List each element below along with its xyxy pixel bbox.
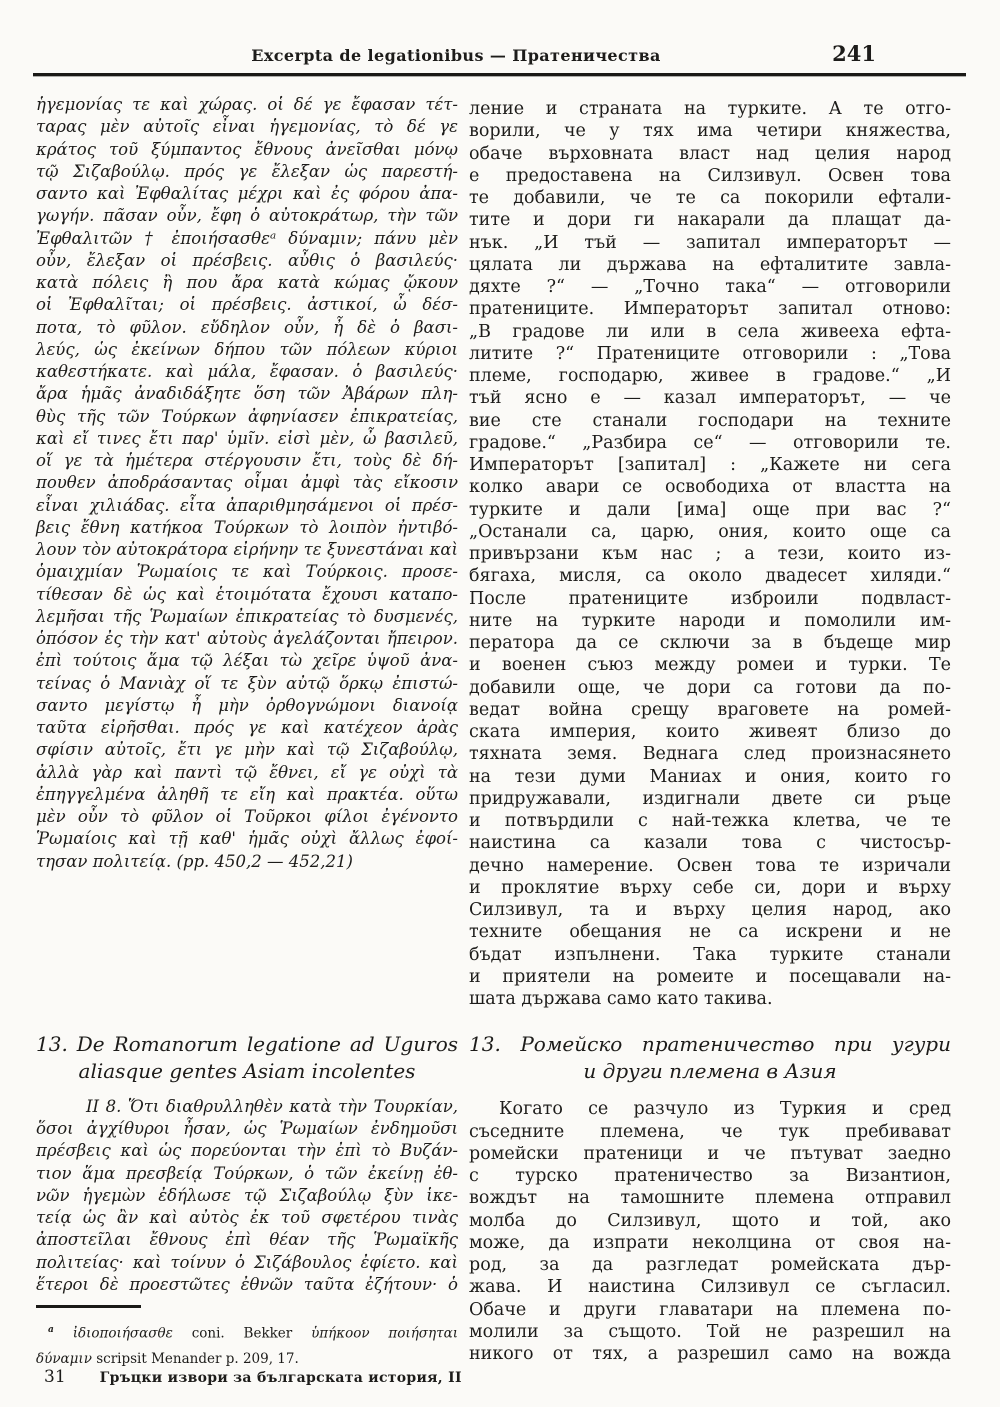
text-line: οἱ Ἐφθαλῖται; οἱ πρέσβεις. ἀστικοί, ὦ δέσ-: [36, 295, 458, 315]
bulgarian-paragraph-2: [469, 1098, 951, 1365]
text-line: бягаха, мисля, са около двадесет хиляди.“: [469, 566, 951, 587]
text-line: ἕτεροι δὲ προεστῶτες ἐθνῶν ταῦτα ἐζήτουν· ὁ: [36, 1274, 458, 1294]
section-heading-latin-line-1: 13. De Romanorum legatione ad Uguros: [36, 1031, 458, 1056]
greek-paragraph-1: [36, 94, 458, 873]
text-line: ἀλλὰ γὰρ καὶ παντὶ τῷ ἔθνει, εἴ γε οὐχὶ τὰ: [36, 762, 458, 782]
text-line: жава. И наистина Силзивул се съгласил.: [469, 1277, 951, 1298]
footer-series-title: Гръцки извори за българската история, II: [99, 1370, 462, 1386]
text-line: тъй ясно е — казал императорът, — че: [469, 388, 951, 409]
text-line: род, за да разгледат ромейската дър-: [469, 1255, 951, 1275]
text-line: литите ?“ Пратениците отговорили : „Това: [469, 343, 951, 364]
text-line: придружавали, издигнали двете си ръце: [469, 788, 951, 809]
text-line: „В градове ли или в села живееха ефта-: [469, 321, 951, 342]
text-line: ператора да се сключи за в бъдеще мир: [469, 633, 951, 653]
text-line: е предоставена на Силзивул. Освен това: [469, 165, 951, 186]
page-number: 241: [832, 41, 876, 66]
text-line: вие сте станали господари на техните: [469, 410, 951, 431]
text-line: ἀποστεῖλαι ἔθνους ἐπὶ θέαν τῆς Ῥωμαϊκῆς: [36, 1230, 458, 1250]
section-heading-bulgarian-line-1: 13. Ромейско пратеничество при угури: [469, 1032, 951, 1057]
footer-signature-number: 31: [44, 1367, 66, 1387]
text-line: и военен съюз между ромеи и турки. Те: [469, 655, 951, 676]
text-line: ните на турките народи и помолили им-: [469, 610, 951, 631]
text-line: Ἐφθαλιτῶν † ἐποιήσασθεᵃ δύναμιν; πάνυ μὲν: [36, 228, 458, 248]
text-line: ὁπόσον ἐς τὴν κατ' αὐτοὺς ἀγελάζονται ἤπειρον.: [36, 629, 458, 648]
text-line: καὶ εἴ τινες ἔτι παρ' ὑμῖν. εἰσὶ μὲν, ὦ βασιλεῦ,: [36, 428, 458, 448]
text-line: II 8. Ὅτι διαθρυλληθὲν κατὰ τὴν Τουρκίαν,: [86, 1096, 458, 1116]
text-line: тяхната земя. Веднага след произнасянето: [469, 744, 951, 765]
text-line: ἡγεμονίας τε καὶ χώρας. οἱ δέ γε ἔφασαν τέτ-: [36, 95, 458, 114]
footnote-line: $^a$ ἰδιοποιήσασθε coni. Bekker ὑπήκοον ποιήσηται: [48, 1325, 458, 1342]
text-line: θὺς τῆς τῶν Τούρκων ἀφηνίασεν ἐπικρατείας,: [36, 406, 458, 426]
text-line: Силзивул, та и върху целия народ, ако: [469, 900, 951, 920]
text-line: После пратениците изброили подвласт-: [469, 588, 951, 609]
text-line: πρέσβεις καὶ ὡς πορεύονται τὴν ἐπὶ τὸ Βυζάν-: [36, 1141, 458, 1161]
text-line: ворили, че у тях има четири княжества,: [469, 121, 951, 142]
text-line: шата държава само като такива.: [469, 989, 773, 1009]
text-line: Ῥωμαίοις καὶ τῇ καθ' ἡμᾶς οὐχὶ ἄλλως ἐφοί-: [36, 829, 458, 849]
text-line: γωγήν. πᾶσαν οὖν, ἔφη ὁ αὐτοκράτωρ, τὴν τῶν: [36, 206, 458, 226]
text-line: τιον ἅμα πρεσβείᾳ Τούρκων, ὁ τῶν ἐκείνῃ ἐθ-: [36, 1163, 458, 1183]
text-line: ведат война срещу враговете на ромей-: [469, 699, 951, 720]
text-line: може, да изпрати неколцина от своя на-: [469, 1232, 951, 1253]
bulgarian-column: [469, 98, 951, 1365]
text-line: τῷ Σιζαβούλῳ. πρός γε ἔλεξαν ὡς παρεστή-: [36, 161, 458, 181]
running-title: Excerpta de legationibus — Пратеничества: [251, 46, 661, 65]
text-line: колко авари се освободиха от властта на: [469, 477, 951, 498]
header-rule: [33, 73, 966, 76]
text-line: ὅσοι ἀγχίθυροι ἦσαν, ὡς Ῥωμαίων ἐνδημοῦσι: [36, 1119, 458, 1138]
text-line: σαντο μεγίστῳ ἦ μὴν ὀρθογνώμονι διανοίᾳ: [36, 695, 458, 715]
text-line: цялата ли държава на ефталитите завла-: [469, 254, 951, 275]
text-line: κράτος τοῦ ξύμπαντος ἔθνους ἀνεῖσθαι μόνῳ: [36, 139, 458, 159]
text-line: Императорът [запитал] : „Кажете ни сега: [469, 455, 951, 475]
text-line: Когато се разчуло из Туркия и сред: [499, 1099, 951, 1120]
text-line: ἐπηγγελμένα ἀληθῆ τε εἴη καὶ πρακτέα. οὕτω: [36, 784, 458, 804]
text-line: λουν τὸν αὐτοκράτορα εἰρήνην τε ξυνεστάναι καὶ: [36, 540, 458, 559]
footnote-rule: [36, 1305, 141, 1308]
text-line: наистина са казали това с чистосър-: [469, 833, 951, 854]
text-line: τίθεσαν δὲ ὡς καὶ ἑτοιμότατα ἔχουσι καταπο-: [36, 584, 458, 604]
text-line: πουθεν ἀποδράσαντας οἶμαι ἀμφὶ τὰς εἴκοσιν: [36, 473, 458, 493]
text-line: и потвърдили с най-тежка клетва, че те: [469, 811, 951, 831]
text-line: οἵ γε τὰ ἡμέτερα στέργουσιν ἔτι, τοὺς δὲ δή-: [36, 451, 458, 470]
greek-paragraph-2: [36, 1096, 458, 1296]
text-line: племе, господарю, живее в градове.“ „И: [469, 366, 951, 386]
text-line: βεις ἔθνη κατήκοα Τούρκων τὸ λοιπὸν ἠντιβό-: [36, 517, 458, 537]
section-heading-latin-line-2: aliasque gentes Asiam incolentes: [78, 1058, 416, 1083]
text-line: τείνας ὁ Μανιὰχ οἵ τε ξὺν αὐτῷ ὅρκῳ ἐπιστώ-: [36, 673, 458, 693]
text-line: ление и страната на турките. А те отго-: [469, 99, 951, 119]
text-line: дяхте ?“ — „Точно така“ — отговорили: [469, 277, 951, 297]
text-line: те добавили, че те са покорили ефтали-: [469, 188, 951, 208]
text-line: молба до Силзивул, щото и той, ако: [469, 1210, 951, 1231]
text-line: καθεστήκατε. καὶ μάλα, ἔφασαν. ὁ βασιλεύς·: [36, 362, 458, 381]
text-line: добавили още, че дори са готови да по-: [469, 677, 951, 698]
text-line: бъдат изпълнени. Така турките станали: [469, 944, 951, 965]
footnote-line: δύναμιν scripsit Menander p. 209, 17.: [36, 1350, 299, 1367]
greek-column: [36, 94, 458, 1372]
text-line: тите и дори ги накарали да плащат да-: [469, 210, 951, 231]
text-line: ταῦτα εἰρῆσθαι. πρός γε καὶ κατέχεον ἀρὰς: [36, 718, 458, 737]
text-line: привързани към нас ; а тези, които из-: [469, 544, 951, 564]
text-line: на тези думи Маниах и ония, които го: [469, 766, 951, 787]
text-line: с турско пратеничество за Византион,: [469, 1166, 951, 1186]
text-line: κατὰ πόλεις ἢ που ἄρα κατὰ κώμας ᾤκουν: [36, 273, 458, 292]
text-line: и приятели на ромеите и посещавали на-: [469, 966, 951, 987]
text-line: σαντο καὶ Ἐφθαλίτας μέχρι καὶ ἐς φόρου ἀπα-: [36, 184, 458, 203]
bulgarian-paragraph-1: [469, 98, 951, 1010]
text-line: вождът на тамошните племена отправил: [469, 1188, 951, 1209]
text-line: дечно намерение. Освен това те изричали: [469, 855, 951, 876]
text-line: εἶναι χιλιάδας. εἶτα ἀπαριθμησάμενοι οἱ πρέσ-: [36, 495, 458, 515]
text-line: Обаче и други главатари на племена по-: [469, 1299, 951, 1320]
text-line: съседните племена, че тук пребивават: [469, 1121, 951, 1142]
text-line: νῶν ἡγεμὼν ἐδήλωσε τῷ Σιζαβούλῳ ξὺν ἱκε-: [36, 1185, 458, 1205]
text-line: ποτα, τὸ φῦλον. εὔδηλον οὖν, ἦ δὲ ὁ βασι-: [36, 317, 458, 337]
text-line: λεύς, ὡς ἐκείνων δήπου τῶν πόλεων κύριοι: [36, 339, 458, 359]
text-line: и проклятие върху себе си, дори и върху: [469, 877, 951, 898]
text-line: οὖν, ἔλεξαν οἱ πρέσβεις. αὖθις ὁ βασιλεύς·: [36, 250, 458, 270]
section-heading-bulgarian: [469, 1031, 951, 1085]
text-line: ταρας μὲν αὐτοῖς εἶναι ἡγεμονίας, τὸ δέ γε: [36, 117, 458, 137]
text-line: λεμῆσαι τῆς Ῥωμαίων ἐπικρατείας τὸ δυσμενές,: [36, 606, 458, 626]
text-line: градове.“ „Разбира се“ — отговорили те.: [469, 432, 951, 453]
text-line: ἐπὶ τούτοις ἅμα τῷ λέξαι τὼ χεῖρε ὑψοῦ ἀνα-: [36, 651, 458, 671]
footer: [44, 1367, 644, 1387]
text-line: молили за същото. Той не разрешил на: [469, 1321, 951, 1342]
text-line: μὲν οὖν τὸ φῦλον οἱ Τοῦρκοι φίλοι ἐγένοντο: [36, 807, 458, 826]
section-heading-bulgarian-line-2: и други племена в Азия: [583, 1059, 837, 1084]
text-line: ἄρα ἡμᾶς ἀναδιδάξητε ὅση τῶν Ἀβάρων πλη-: [36, 384, 458, 404]
text-line: ромейски пратеници и че пътуват заедно: [469, 1143, 951, 1164]
text-line: обаче върховната власт над целия народ: [469, 143, 951, 164]
text-line: пратениците. Императорът запитал отново:: [469, 299, 951, 320]
text-line: ὁμαιχμίαν Ῥωμαίοις τε καὶ Τούρκοις. προσε-: [36, 562, 458, 582]
section-heading-latin: [36, 1031, 458, 1085]
footnote: [36, 1318, 458, 1372]
text-line: τησαν πολιτείᾳ. (pp. 450,2 — 452,21): [36, 851, 353, 871]
text-line: техните обещания не са искрени и не: [469, 922, 951, 943]
text-line: турките и дали [има] още при вас ?“: [469, 499, 951, 520]
text-line: τείᾳ ὡς ἂν καὶ αὐτὸς ἐκ τοῦ σφετέρου τινὰς: [36, 1208, 458, 1227]
text-line: ската империя, които живеят близо до: [469, 722, 951, 742]
text-line: πολιτείας· καὶ τοίνυν ὁ Σιζάβουλος ἐφίετο. καὶ: [36, 1252, 458, 1272]
text-line: никого от тях, а разрешил само на вожда: [469, 1344, 951, 1364]
text-line: „Останали са, царю, ония, които още са: [469, 521, 951, 542]
text-line: σφίσιν αὐτοῖς, ἔτι γε μὴν καὶ τῷ Σιζαβούλῳ,: [36, 740, 458, 760]
text-line: нък. „И тъй — запитал императорът —: [469, 232, 951, 253]
